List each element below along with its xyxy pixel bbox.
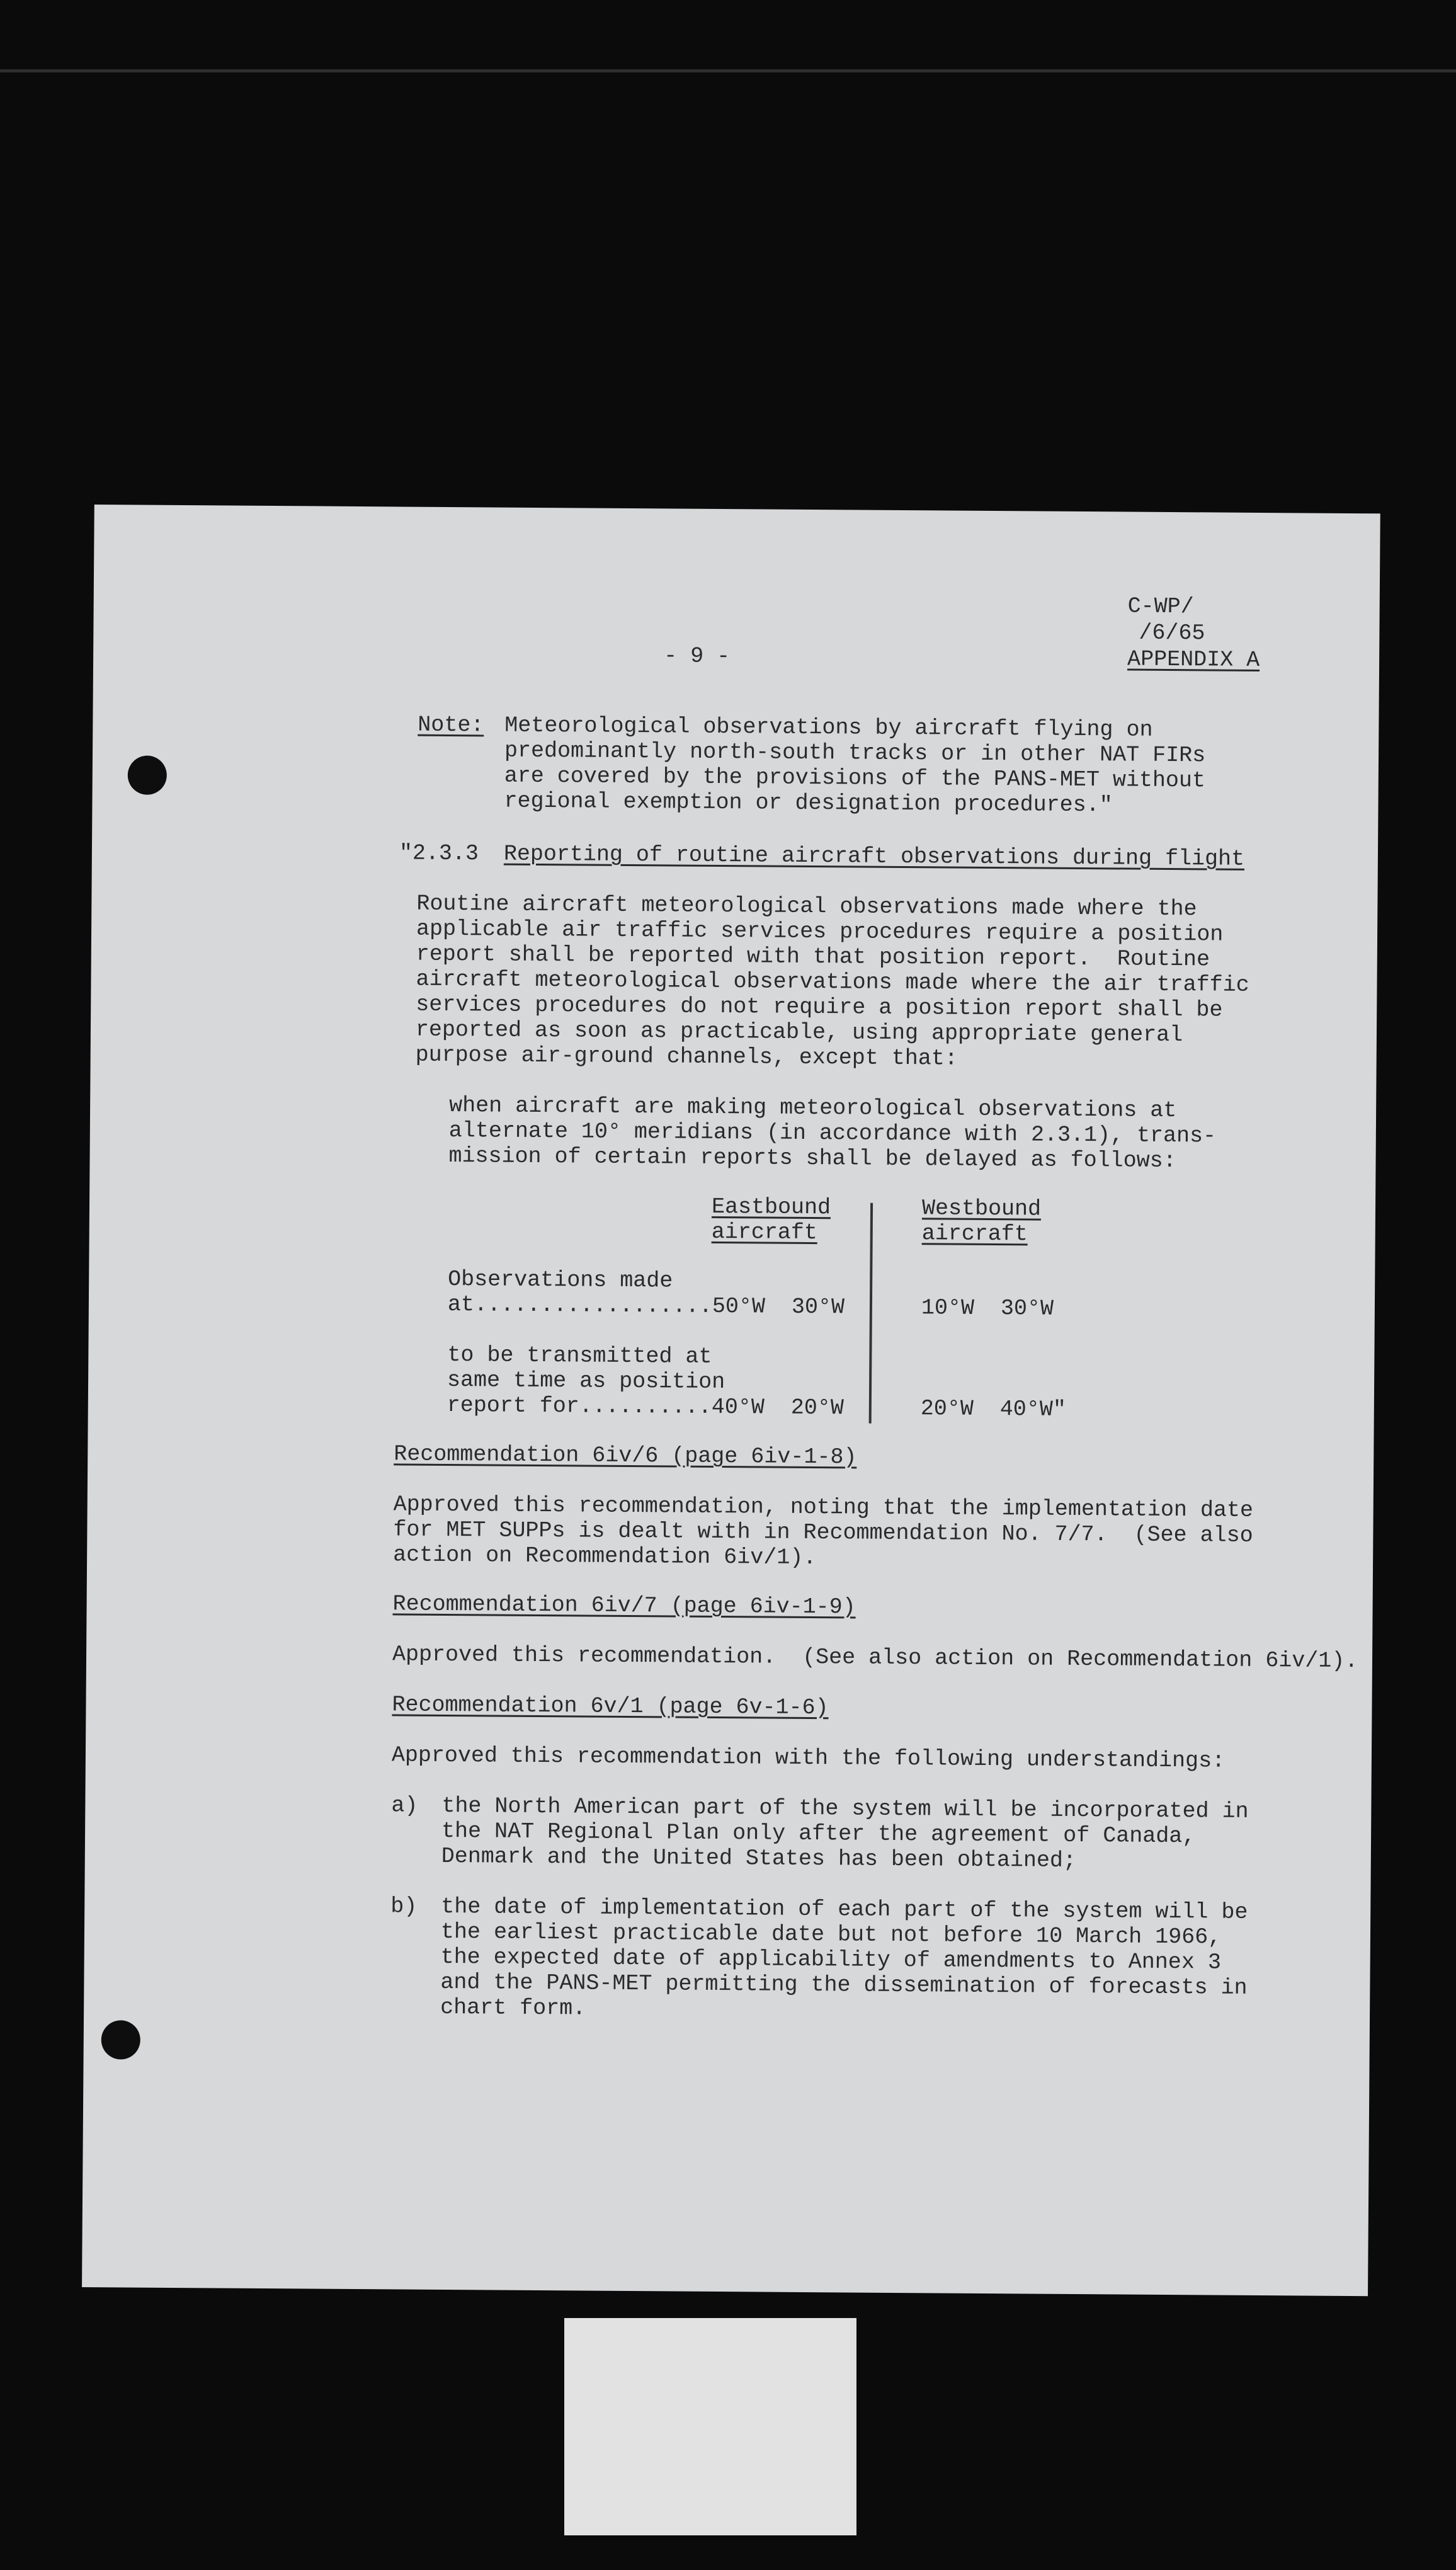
note-line: Meteorological observations by aircraft flying on — [504, 712, 1153, 743]
paragraph-line: aircraft meteorological observations made where the air traffic — [416, 966, 1249, 998]
list-item-line: the expected date of applicability of amendments to Annex 3 — [440, 1944, 1222, 1975]
table-row-label: report for.......... — [446, 1392, 712, 1420]
table-row-label: to be transmitted at — [447, 1342, 712, 1369]
reference-code: C-WP/ — [1127, 593, 1194, 620]
document-page — [82, 505, 1380, 2296]
note-line: regional exemption or designation procedures." — [504, 788, 1113, 818]
paragraph-line: services procedures do not require a position report shall be — [416, 991, 1223, 1023]
sub-paragraph-line: mission of certain reports shall be delayed as follows: — [448, 1143, 1176, 1174]
note-line: are covered by the provisions of the PANS-MET without — [504, 763, 1206, 794]
paragraph-line: reported as soon as practicable, using appropriate general — [415, 1017, 1183, 1048]
paragraph-line: purpose air-ground channels, except that: — [415, 1042, 958, 1071]
list-item-line: the earliest practicable date but not before 10 March 1966, — [440, 1919, 1222, 1950]
sub-paragraph-line: when aircraft are making meteorological observations at — [449, 1093, 1177, 1124]
westbound-header: aircraft — [921, 1221, 1028, 1247]
recommendation-line: Approved this recommendation, noting that the implementation date — [393, 1492, 1254, 1523]
recommendation-heading: Recommendation 6iv/6 (page 6iv-1-8) — [394, 1441, 857, 1470]
paragraph-line: Routine aircraft meteorological observations made where the — [416, 891, 1197, 922]
recommendation-line: for MET SUPPs is dealt with in Recommendation No. 7/7. (See also — [393, 1517, 1253, 1548]
eastbound-header: aircraft — [711, 1219, 817, 1246]
blank-label-card — [564, 2318, 856, 2535]
list-item-line: and the PANS-MET permitting the dissemination of forecasts in — [440, 1969, 1248, 2001]
reference-date: /6/65 — [1139, 620, 1205, 646]
note-label: Note: — [418, 712, 484, 738]
eastbound-value: 40°W 20°W — [711, 1394, 845, 1421]
recommendation-line: action on Recommendation 6iv/1). — [393, 1542, 817, 1571]
table-divider — [869, 1203, 873, 1424]
eastbound-header: Eastbound — [711, 1194, 831, 1221]
recommendation-heading: Recommendation 6iv/7 (page 6iv-1-9) — [392, 1591, 856, 1620]
film-edge-line — [0, 69, 1456, 72]
eastbound-value: 50°W 30°W — [712, 1293, 845, 1320]
table-row-label: Observations made — [448, 1267, 673, 1294]
note-line: predominantly north-south tracks or in other NAT FIRs — [504, 738, 1206, 768]
list-item-line: the date of implementation of each part of the system will be — [441, 1893, 1248, 1925]
sub-paragraph-line: alternate 10° meridians (in accordance with 2.3.1), trans- — [448, 1118, 1217, 1149]
westbound-header: Westbound — [921, 1196, 1042, 1222]
recommendation-heading: Recommendation 6v/1 (page 6v-1-6) — [392, 1692, 829, 1721]
recommendation-line: Approved this recommendation. (See also action on Recommendation 6iv/1). — [392, 1642, 1358, 1674]
list-marker-a: a) — [391, 1793, 418, 1819]
list-item-line: chart form. — [440, 1994, 586, 2021]
table-row-label: same time as position — [446, 1367, 725, 1395]
list-item-line: the North American part of the system will be incorporated in — [441, 1793, 1249, 1824]
punch-hole-top — [128, 755, 167, 794]
list-item-line: the NAT Regional Plan only after the agreement of Canada, — [441, 1818, 1196, 1849]
list-item-line: Denmark and the United States has been obtained; — [441, 1843, 1077, 1873]
westbound-value: 20°W 40°W" — [920, 1396, 1066, 1422]
paragraph-line: report shall be reported with that position report. Routine — [416, 941, 1210, 973]
recommendation-line: Approved this recommendation with the following understandings: — [391, 1742, 1226, 1774]
section-number: "2.3.3 — [399, 840, 479, 867]
table-row-label: at.................. — [447, 1292, 713, 1319]
westbound-value: 10°W 30°W — [921, 1295, 1054, 1322]
punch-hole-bottom — [101, 2020, 140, 2059]
page-number: - 9 - — [664, 643, 731, 670]
section-title: Reporting of routine aircraft observations during flight — [503, 841, 1245, 872]
paragraph-line: applicable air traffic services procedures require a position — [416, 916, 1224, 947]
appendix-label: APPENDIX A — [1127, 646, 1260, 673]
list-marker-b: b) — [390, 1893, 418, 1919]
